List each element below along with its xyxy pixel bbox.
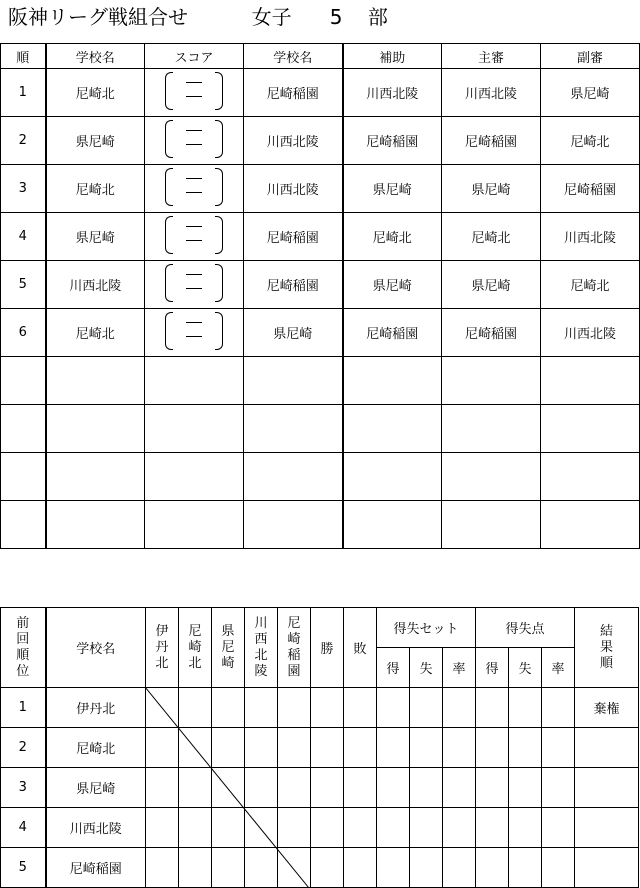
schedule-row [1, 165, 640, 213]
schedule-row [1, 309, 640, 357]
sub-ref: 尼崎稲園 [541, 165, 640, 213]
score-brackets [165, 264, 223, 302]
result-cell[interactable] [410, 848, 443, 888]
result-cell[interactable] [146, 768, 179, 808]
school-name: 伊丹北 [46, 688, 146, 728]
result-cell[interactable] [542, 728, 575, 768]
header-no: 順 [1, 44, 46, 69]
result-cell[interactable] [443, 728, 476, 768]
team-a: 尼崎北 [46, 69, 145, 117]
result-cell[interactable] [311, 808, 344, 848]
final-result [575, 768, 639, 808]
school-name: 尼崎北 [46, 728, 146, 768]
result-cell[interactable] [443, 808, 476, 848]
score-cell[interactable] [145, 309, 244, 357]
score-cell[interactable] [145, 213, 244, 261]
match-no: 2 [1, 117, 46, 165]
final-result [575, 848, 639, 888]
result-cell[interactable] [245, 808, 278, 848]
result-cell[interactable] [344, 688, 377, 728]
match-no: 4 [1, 213, 46, 261]
standings-row [1, 688, 639, 728]
score-cell[interactable] [145, 165, 244, 213]
result-cell[interactable] [212, 808, 245, 848]
score-cell[interactable] [145, 261, 244, 309]
team-b: 尼崎稲園 [244, 213, 343, 261]
team-a: 尼崎北 [46, 165, 145, 213]
header-school: 学校名 [46, 608, 146, 688]
header-sets: 得失セット [377, 608, 476, 648]
page-title [8, 0, 388, 34]
final-result [575, 808, 639, 848]
result-cell[interactable] [476, 848, 509, 888]
result-cell[interactable] [344, 808, 377, 848]
result-cell[interactable] [212, 728, 245, 768]
result-cell[interactable] [410, 808, 443, 848]
final-result: 棄権 [575, 688, 639, 728]
main-ref: 県尼崎 [442, 261, 541, 309]
team-a: 尼崎北 [46, 309, 145, 357]
result-cell[interactable] [509, 728, 542, 768]
final-result [575, 728, 639, 768]
result-cell[interactable] [179, 808, 212, 848]
result-cell[interactable] [410, 728, 443, 768]
result-cell[interactable] [311, 848, 344, 888]
schedule-table [0, 43, 640, 549]
score-cell[interactable] [145, 117, 244, 165]
team-b: 尼崎稲園 [244, 261, 343, 309]
result-cell[interactable] [278, 768, 311, 808]
result-cell[interactable] [212, 768, 245, 808]
main-ref: 尼崎北 [442, 213, 541, 261]
prev-rank: 2 [1, 728, 46, 768]
header-prev-rank: 前 回 順 位 [1, 608, 46, 688]
schedule-blank-row [1, 453, 640, 501]
main-ref: 尼崎稲園 [442, 117, 541, 165]
schedule-row [1, 261, 640, 309]
result-cell[interactable] [179, 848, 212, 888]
standings-row [1, 848, 639, 888]
score-brackets [165, 312, 223, 350]
result-cell[interactable] [179, 768, 212, 808]
result-cell[interactable] [344, 848, 377, 888]
result-cell[interactable] [542, 848, 575, 888]
result-cell[interactable] [542, 808, 575, 848]
match-no: 5 [1, 261, 46, 309]
sub-ref: 県尼崎 [541, 69, 640, 117]
header-main-ref: 主審 [442, 44, 541, 69]
result-cell[interactable] [443, 768, 476, 808]
result-cell[interactable] [377, 728, 410, 768]
result-cell[interactable] [212, 688, 245, 728]
schedule-row [1, 213, 640, 261]
sets-lose: 失 [410, 648, 443, 688]
result-cell[interactable] [509, 848, 542, 888]
title-gender: 女子 [251, 5, 292, 29]
sub-ref: 川西北陵 [541, 309, 640, 357]
score-brackets [165, 120, 223, 158]
points-lose: 失 [509, 648, 542, 688]
match-no: 6 [1, 309, 46, 357]
standings-row [1, 768, 639, 808]
points-rate: 率 [542, 648, 575, 688]
team-b: 県尼崎 [244, 309, 343, 357]
team-b: 川西北陵 [244, 117, 343, 165]
header-win: 勝 [311, 608, 344, 688]
header-assist: 補助 [343, 44, 442, 69]
result-cell[interactable] [410, 768, 443, 808]
match-no: 1 [1, 69, 46, 117]
score-brackets [165, 216, 223, 254]
schedule-blank-row [1, 405, 640, 453]
title-bu: 部 [367, 5, 388, 29]
team-a: 県尼崎 [46, 117, 145, 165]
schedule-blank-row [1, 357, 640, 405]
title-division: 5 [329, 5, 343, 29]
result-cell[interactable] [476, 768, 509, 808]
sets-rate: 率 [443, 648, 476, 688]
header-opp-3: 県 尼 崎 [212, 608, 245, 688]
result-cell[interactable] [377, 848, 410, 888]
result-cell[interactable] [311, 728, 344, 768]
header-sub-ref: 副審 [541, 44, 640, 69]
team-b: 川西北陵 [244, 165, 343, 213]
prev-rank: 3 [1, 768, 46, 808]
match-no: 3 [1, 165, 46, 213]
header-opp-2: 尼 崎 北 [179, 608, 212, 688]
standings-row [1, 728, 639, 768]
result-cell[interactable] [278, 728, 311, 768]
title-main: 阪神リーグ戦組合せ [8, 5, 188, 29]
header-score: スコア [145, 44, 244, 69]
result-cell[interactable] [542, 768, 575, 808]
result-cell[interactable] [311, 688, 344, 728]
prev-rank: 4 [1, 808, 46, 848]
score-brackets [165, 72, 223, 110]
result-cell[interactable] [245, 768, 278, 808]
header-loss: 敗 [344, 608, 377, 688]
header-opp-5: 尼 崎 稲 園 [278, 608, 311, 688]
header-school-b: 学校名 [244, 44, 343, 69]
sub-ref: 尼崎北 [541, 261, 640, 309]
result-cell[interactable] [179, 688, 212, 728]
assist: 県尼崎 [343, 261, 442, 309]
result-cell[interactable] [476, 688, 509, 728]
result-cell[interactable] [377, 688, 410, 728]
result-cell[interactable] [344, 768, 377, 808]
schedule-row [1, 117, 640, 165]
team-a: 県尼崎 [46, 213, 145, 261]
assist: 川西北陵 [343, 69, 442, 117]
header-school-a: 学校名 [46, 44, 145, 69]
prev-rank: 1 [1, 688, 46, 728]
assist: 県尼崎 [343, 165, 442, 213]
main-ref: 県尼崎 [442, 165, 541, 213]
schedule-row [1, 69, 640, 117]
result-cell[interactable] [245, 688, 278, 728]
result-cell[interactable] [146, 688, 179, 728]
result-cell[interactable] [443, 848, 476, 888]
result-cell[interactable] [542, 688, 575, 728]
result-cell[interactable] [278, 688, 311, 728]
schedule-blank-row [1, 501, 640, 549]
assist: 尼崎稲園 [343, 309, 442, 357]
result-cell[interactable] [146, 848, 179, 888]
sub-ref: 尼崎北 [541, 117, 640, 165]
sub-ref: 川西北陵 [541, 213, 640, 261]
result-cell[interactable] [278, 848, 311, 888]
result-cell[interactable] [509, 808, 542, 848]
result-cell[interactable] [245, 848, 278, 888]
result-cell[interactable] [278, 808, 311, 848]
result-cell[interactable] [146, 728, 179, 768]
prev-rank: 5 [1, 848, 46, 888]
assist: 尼崎北 [343, 213, 442, 261]
result-cell[interactable] [146, 808, 179, 848]
result-cell[interactable] [509, 688, 542, 728]
standings-row [1, 808, 639, 848]
result-cell[interactable] [410, 688, 443, 728]
points-get: 得 [476, 648, 509, 688]
result-cell[interactable] [377, 768, 410, 808]
team-a: 川西北陵 [46, 261, 145, 309]
school-name: 川西北陵 [46, 808, 146, 848]
result-cell[interactable] [212, 848, 245, 888]
header-opp-4: 川 西 北 陵 [245, 608, 278, 688]
school-name: 県尼崎 [46, 768, 146, 808]
result-cell[interactable] [476, 808, 509, 848]
result-cell[interactable] [311, 768, 344, 808]
result-cell[interactable] [476, 728, 509, 768]
header-points: 得失点 [476, 608, 575, 648]
main-ref: 川西北陵 [442, 69, 541, 117]
result-cell[interactable] [344, 728, 377, 768]
school-name: 尼崎稲園 [46, 848, 146, 888]
score-brackets [165, 168, 223, 206]
result-cell[interactable] [443, 688, 476, 728]
result-cell[interactable] [179, 728, 212, 768]
result-cell[interactable] [509, 768, 542, 808]
schedule-header-row [1, 44, 640, 69]
sets-get: 得 [377, 648, 410, 688]
header-opp-1: 伊 丹 北 [146, 608, 179, 688]
score-cell[interactable] [145, 69, 244, 117]
team-b: 尼崎稲園 [244, 69, 343, 117]
main-ref: 尼崎稲園 [442, 309, 541, 357]
assist: 尼崎稲園 [343, 117, 442, 165]
result-cell[interactable] [377, 808, 410, 848]
header-result: 結 果 順 [575, 608, 639, 688]
standings-table [0, 607, 639, 888]
result-cell[interactable] [245, 728, 278, 768]
